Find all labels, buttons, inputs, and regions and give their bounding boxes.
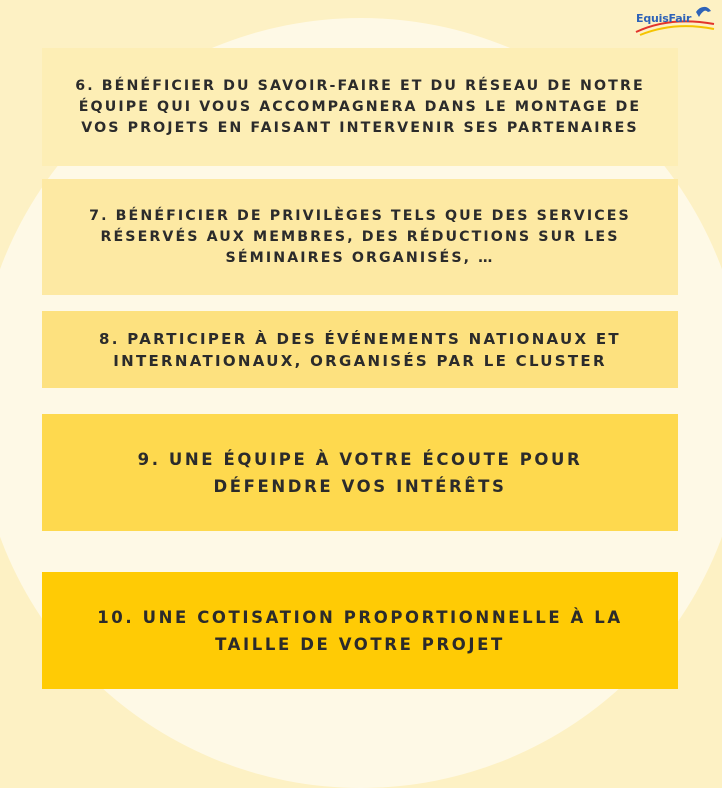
benefit-text	[138, 446, 583, 500]
benefit-card-8	[42, 311, 678, 388]
benefit-line: TAILLE DE VOTRE PROJET	[215, 634, 505, 654]
benefit-text	[75, 76, 645, 139]
benefit-card-9	[42, 414, 678, 531]
benefit-line: 8. PARTICIPER À DES ÉVÉNEMENTS NATIONAUX ET	[99, 329, 621, 348]
benefit-line: ÉQUIPE QUI VOUS ACCOMPAGNERA DANS LE MONTAGE DE	[78, 98, 642, 115]
benefit-line: 9. UNE ÉQUIPE À VOTRE ÉCOUTE POUR	[137, 449, 583, 469]
equisfair-logo[interactable]	[630, 2, 716, 38]
benefit-text	[99, 328, 621, 372]
benefit-line: 7. BÉNÉFICIER DE PRIVILÈGES TELS QUE DES SERVICES	[89, 207, 631, 224]
benefit-line: SÉMINAIRES ORGANISÉS, …	[225, 249, 495, 266]
benefit-line: DÉFENDRE VOS INTÉRÊTS	[213, 476, 507, 496]
benefit-line: 10. UNE COTISATION PROPORTIONNELLE À LA	[97, 607, 623, 627]
benefit-card-10	[42, 572, 678, 689]
logo-text: EquisFair	[636, 12, 692, 25]
benefit-card-7	[42, 179, 678, 295]
benefit-line: INTERNATIONAUX, ORGANISÉS PAR LE CLUSTER	[113, 351, 607, 370]
benefit-line: 6. BÉNÉFICIER DU SAVOIR-FAIRE ET DU RÉSEAU DE NOTRE	[75, 77, 645, 94]
benefit-line: VOS PROJETS EN FAISANT INTERVENIR SES PARTENAIRES	[81, 119, 639, 136]
benefit-text	[97, 604, 623, 658]
benefit-text	[89, 206, 631, 269]
benefit-line: RÉSERVÉS AUX MEMBRES, DES RÉDUCTIONS SUR LES	[100, 228, 620, 245]
benefit-card-6	[42, 48, 678, 166]
